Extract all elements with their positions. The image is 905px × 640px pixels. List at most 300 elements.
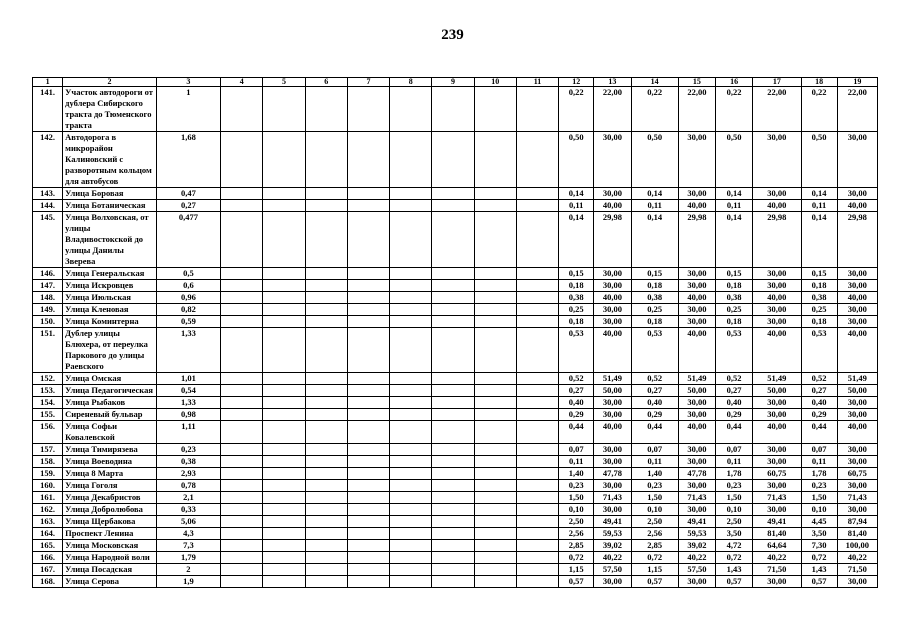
road-length: 0,38 [156,456,220,468]
empty-cell [221,456,263,468]
table-row [33,268,878,280]
value-cell: 0,53 [716,328,753,373]
empty-cell [305,421,347,444]
value-cell: 0,11 [716,456,753,468]
value-cell: 0,57 [716,576,753,588]
road-length: 1,9 [156,576,220,588]
value-cell: 49,41 [594,516,631,528]
value-cell: 0,72 [631,552,678,564]
empty-cell [221,564,263,576]
value-cell: 22,00 [594,87,631,132]
value-cell: 7,30 [801,540,837,552]
empty-cell [221,200,263,212]
empty-cell [516,373,558,385]
empty-cell [305,397,347,409]
empty-cell [347,576,389,588]
value-cell: 30,00 [837,504,877,516]
value-cell: 1,50 [716,492,753,504]
table-row [33,304,878,316]
empty-cell [305,492,347,504]
empty-cell [263,504,305,516]
value-cell: 0,07 [716,444,753,456]
empty-cell [305,516,347,528]
empty-cell [347,504,389,516]
value-cell: 0,11 [631,456,678,468]
road-length: 1,79 [156,552,220,564]
value-cell: 0,10 [559,504,594,516]
empty-cell [390,492,432,504]
empty-cell [390,421,432,444]
road-name: Улица Тимирязева [63,444,157,456]
table-row [33,492,878,504]
row-number: 165. [33,540,63,552]
value-cell: 0,38 [801,292,837,304]
column-header: 10 [474,78,516,87]
value-cell: 1,50 [801,492,837,504]
value-cell: 0,72 [801,552,837,564]
empty-cell [516,87,558,132]
value-cell: 47,78 [594,468,631,480]
empty-cell [221,409,263,421]
value-cell: 64,64 [753,540,801,552]
value-cell: 81,40 [837,528,877,540]
empty-cell [347,397,389,409]
empty-cell [347,444,389,456]
empty-cell [305,132,347,188]
empty-cell [305,444,347,456]
empty-cell [347,316,389,328]
road-length: 1,11 [156,421,220,444]
column-header: 6 [305,78,347,87]
road-name: Улица Гоголя [63,480,157,492]
empty-cell [516,504,558,516]
empty-cell [263,280,305,292]
value-cell: 51,49 [753,373,801,385]
value-cell: 2,85 [559,540,594,552]
value-cell: 0,29 [559,409,594,421]
value-cell: 59,53 [594,528,631,540]
empty-cell [263,576,305,588]
empty-cell [516,280,558,292]
value-cell: 0,10 [801,504,837,516]
column-header: 8 [390,78,432,87]
empty-cell [221,280,263,292]
road-length: 0,27 [156,200,220,212]
value-cell: 2,56 [631,528,678,540]
value-cell: 29,98 [837,212,877,268]
value-cell: 57,50 [678,564,715,576]
empty-cell [347,540,389,552]
value-cell: 87,94 [837,516,877,528]
value-cell: 0,38 [631,292,678,304]
row-number: 162. [33,504,63,516]
value-cell: 40,00 [594,328,631,373]
value-cell: 22,00 [753,87,801,132]
value-cell: 30,00 [753,316,801,328]
empty-cell [263,456,305,468]
value-cell: 0,07 [559,444,594,456]
value-cell: 0,27 [801,385,837,397]
empty-cell [474,444,516,456]
empty-cell [474,280,516,292]
empty-cell [305,504,347,516]
value-cell: 71,50 [753,564,801,576]
value-cell: 0,10 [631,504,678,516]
value-cell: 30,00 [837,456,877,468]
table-row [33,421,878,444]
value-cell: 29,98 [678,212,715,268]
table-row [33,409,878,421]
empty-cell [305,316,347,328]
value-cell: 30,00 [837,444,877,456]
value-cell: 57,50 [594,564,631,576]
value-cell: 0,40 [801,397,837,409]
empty-cell [347,480,389,492]
empty-cell [263,492,305,504]
road-length: 0,59 [156,316,220,328]
value-cell: 0,52 [631,373,678,385]
table-row [33,528,878,540]
road-length: 0,47 [156,188,220,200]
empty-cell [474,516,516,528]
empty-cell [305,304,347,316]
row-number: 168. [33,576,63,588]
value-cell: 40,00 [594,292,631,304]
value-cell: 1,78 [801,468,837,480]
road-length: 0,5 [156,268,220,280]
table-row [33,397,878,409]
row-number: 167. [33,564,63,576]
value-cell: 50,00 [678,385,715,397]
value-cell: 0,40 [631,397,678,409]
empty-cell [516,444,558,456]
value-cell: 0,18 [631,316,678,328]
empty-cell [390,200,432,212]
value-cell: 0,50 [801,132,837,188]
row-number: 161. [33,492,63,504]
value-cell: 30,00 [753,444,801,456]
value-cell: 3,50 [801,528,837,540]
road-length: 2 [156,564,220,576]
table-row [33,480,878,492]
empty-cell [432,504,474,516]
value-cell: 0,10 [716,504,753,516]
empty-cell [263,409,305,421]
value-cell: 71,43 [594,492,631,504]
empty-cell [516,552,558,564]
value-cell: 0,11 [801,456,837,468]
value-cell: 30,00 [594,397,631,409]
empty-cell [516,528,558,540]
empty-cell [474,421,516,444]
value-cell: 0,18 [631,280,678,292]
empty-cell [432,280,474,292]
value-cell: 0,22 [801,87,837,132]
value-cell: 30,00 [837,316,877,328]
value-cell: 1,43 [801,564,837,576]
road-name: Улица Коминтерна [63,316,157,328]
value-cell: 1,40 [631,468,678,480]
empty-cell [305,212,347,268]
empty-cell [347,280,389,292]
road-name: Улица 8 Марта [63,468,157,480]
empty-cell [305,385,347,397]
empty-cell [432,540,474,552]
empty-cell [305,456,347,468]
empty-cell [432,564,474,576]
row-number: 159. [33,468,63,480]
value-cell: 0,18 [716,316,753,328]
empty-cell [390,385,432,397]
value-cell: 50,00 [837,385,877,397]
road-name: Улица Искровцев [63,280,157,292]
empty-cell [390,397,432,409]
row-number: 158. [33,456,63,468]
value-cell: 30,00 [678,132,715,188]
empty-cell [390,564,432,576]
value-cell: 0,50 [559,132,594,188]
value-cell: 40,22 [837,552,877,564]
road-length: 2,93 [156,468,220,480]
value-cell: 49,41 [678,516,715,528]
value-cell: 0,23 [716,480,753,492]
value-cell: 1,78 [716,468,753,480]
value-cell: 0,15 [716,268,753,280]
empty-cell [474,468,516,480]
road-length: 5,06 [156,516,220,528]
empty-cell [516,268,558,280]
empty-cell [347,268,389,280]
value-cell: 30,00 [594,480,631,492]
table-row [33,212,878,268]
empty-cell [390,444,432,456]
value-cell: 30,00 [678,316,715,328]
value-cell: 71,43 [678,492,715,504]
value-cell: 30,00 [837,480,877,492]
empty-cell [516,409,558,421]
value-cell: 1,43 [716,564,753,576]
empty-cell [516,480,558,492]
empty-cell [474,268,516,280]
empty-cell [263,421,305,444]
road-length: 0,23 [156,444,220,456]
value-cell: 0,44 [801,421,837,444]
row-number: 163. [33,516,63,528]
value-cell: 0,14 [716,188,753,200]
empty-cell [474,304,516,316]
empty-cell [432,268,474,280]
empty-cell [305,540,347,552]
row-number: 141. [33,87,63,132]
value-cell: 30,00 [678,456,715,468]
value-cell: 1,50 [631,492,678,504]
empty-cell [474,132,516,188]
table-row [33,280,878,292]
empty-cell [263,268,305,280]
value-cell: 0,14 [631,188,678,200]
value-cell: 30,00 [753,132,801,188]
value-cell: 30,00 [678,504,715,516]
empty-cell [347,385,389,397]
value-cell: 30,00 [678,397,715,409]
column-header: 11 [516,78,558,87]
table-row [33,200,878,212]
table-row [33,292,878,304]
empty-cell [305,280,347,292]
value-cell: 29,98 [594,212,631,268]
header-row [33,78,878,87]
value-cell: 30,00 [678,280,715,292]
value-cell: 30,00 [678,444,715,456]
value-cell: 40,00 [753,292,801,304]
value-cell: 0,18 [716,280,753,292]
value-cell: 0,23 [801,480,837,492]
value-cell: 1,15 [631,564,678,576]
value-cell: 0,40 [716,397,753,409]
road-name: Улица Софьи Ковалевской [63,421,157,444]
value-cell: 30,00 [837,397,877,409]
empty-cell [474,504,516,516]
value-cell: 0,11 [801,200,837,212]
empty-cell [263,87,305,132]
value-cell: 51,49 [594,373,631,385]
value-cell: 60,75 [837,468,877,480]
empty-cell [305,576,347,588]
value-cell: 50,00 [594,385,631,397]
value-cell: 2,50 [559,516,594,528]
value-cell: 0,57 [559,576,594,588]
column-header: 12 [559,78,594,87]
table-row [33,87,878,132]
empty-cell [516,304,558,316]
value-cell: 30,00 [594,456,631,468]
value-cell: 0,53 [559,328,594,373]
value-cell: 30,00 [594,444,631,456]
value-cell: 30,00 [753,280,801,292]
column-header: 15 [678,78,715,87]
empty-cell [516,564,558,576]
value-cell: 0,40 [559,397,594,409]
value-cell: 1,15 [559,564,594,576]
empty-cell [474,87,516,132]
value-cell: 2,50 [631,516,678,528]
empty-cell [474,456,516,468]
value-cell: 39,02 [678,540,715,552]
value-cell: 0,50 [631,132,678,188]
column-header: 4 [221,78,263,87]
road-name: Улица Генеральская [63,268,157,280]
empty-cell [390,373,432,385]
empty-cell [390,480,432,492]
road-name: Улица Рыбаков [63,397,157,409]
empty-cell [516,212,558,268]
road-length: 0,82 [156,304,220,316]
empty-cell [474,316,516,328]
value-cell: 2,56 [559,528,594,540]
road-name: Улица Кленовая [63,304,157,316]
row-number: 142. [33,132,63,188]
empty-cell [516,516,558,528]
value-cell: 30,00 [678,268,715,280]
empty-cell [221,528,263,540]
value-cell: 4,72 [716,540,753,552]
value-cell: 30,00 [837,132,877,188]
empty-cell [347,188,389,200]
value-cell: 30,00 [753,397,801,409]
empty-cell [263,373,305,385]
road-length: 0,33 [156,504,220,516]
value-cell: 0,22 [631,87,678,132]
value-cell: 30,00 [678,480,715,492]
value-cell: 60,75 [753,468,801,480]
empty-cell [347,468,389,480]
road-length: 0,54 [156,385,220,397]
empty-cell [390,328,432,373]
road-name: Дублер улицы Блюхера, от переулка Паркового до улицы Раевского [63,328,157,373]
empty-cell [221,492,263,504]
table-row [33,564,878,576]
value-cell: 59,53 [678,528,715,540]
empty-cell [347,373,389,385]
empty-cell [263,444,305,456]
value-cell: 2,85 [631,540,678,552]
value-cell: 1,40 [559,468,594,480]
value-cell: 30,00 [753,504,801,516]
road-name: Улица Воеводина [63,456,157,468]
empty-cell [516,188,558,200]
empty-cell [221,552,263,564]
row-number: 149. [33,304,63,316]
empty-cell [390,552,432,564]
empty-cell [390,540,432,552]
value-cell: 40,00 [837,200,877,212]
empty-cell [305,188,347,200]
empty-cell [432,421,474,444]
value-cell: 0,22 [716,87,753,132]
empty-cell [474,480,516,492]
empty-cell [390,280,432,292]
road-name: Улица Омская [63,373,157,385]
value-cell: 40,00 [594,200,631,212]
empty-cell [221,516,263,528]
empty-cell [516,397,558,409]
empty-cell [263,480,305,492]
value-cell: 30,00 [837,268,877,280]
empty-cell [221,268,263,280]
column-header: 13 [594,78,631,87]
empty-cell [263,397,305,409]
row-number: 156. [33,421,63,444]
value-cell: 30,00 [594,409,631,421]
empty-cell [221,316,263,328]
value-cell: 3,50 [716,528,753,540]
value-cell: 2,50 [716,516,753,528]
value-cell: 30,00 [837,409,877,421]
empty-cell [432,492,474,504]
empty-cell [263,212,305,268]
empty-cell [221,480,263,492]
value-cell: 1,50 [559,492,594,504]
empty-cell [474,540,516,552]
table-row [33,468,878,480]
value-cell: 0,29 [716,409,753,421]
empty-cell [432,328,474,373]
empty-cell [432,480,474,492]
empty-cell [432,516,474,528]
road-name: Улица Щербакова [63,516,157,528]
value-cell: 0,57 [801,576,837,588]
road-name: Участок автодороги от дублера Сибирского тракта до Тюменского тракта [63,87,157,132]
